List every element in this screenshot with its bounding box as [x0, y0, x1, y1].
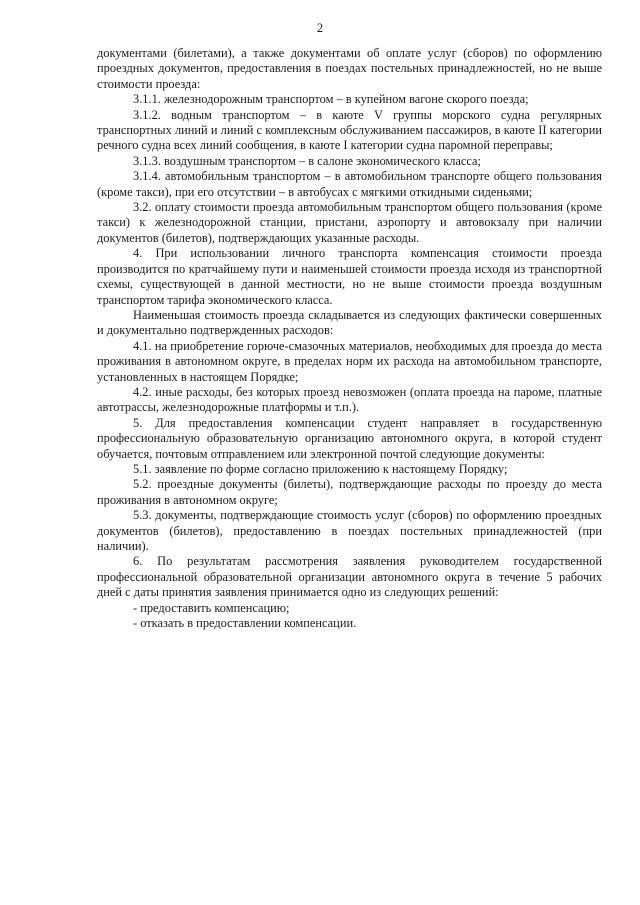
paragraph-3-2: 3.2. оплату стоимости проезда автомобильным транспортом общего пользования (кроме такси) к железнодорожной станции, пристани, аэропорту и автовокзалу при наличии документов (билетов), подтверждающих указанные расходы. [97, 200, 602, 245]
decision-item-grant: - предоставить компенсацию; [133, 600, 290, 615]
paragraph-5: 5. Для предоставления компенсации студент направляет в государственную профессиональную образовательную организацию автономного округа, в которой студент обучается, почтовым отправлением или электронной почтой следующие документы: [97, 415, 602, 461]
paragraph-3-1-2: 3.1.2. водным транспортом – в каюте V группы морского судна регулярных транспортных линий и линий с комплексным обслуживанием пассажиров, в каюте II категории речного судна всех линий сообщения, в каюте I категории судна паромной переправы; [97, 107, 602, 153]
paragraph-5-3: 5.3. документы, подтверждающие стоимость услуг (сборов) по оформлению проездных документов (билетов), предоставлению в поездах постельных принадлежностей (при наличии). [97, 508, 602, 553]
paragraph-4: 4. При использовании личного транспорта компенсация стоимости проезда производится по кратчайшему пути и наименьшей стоимости проезда исходя из транспортной схемы, существующей в данной местности, но не выше стоимости проезда воздушным транспортом тарифа экономического класса. [97, 246, 602, 307]
paragraph-continuation: документами (билетами), а также документами об оплате услуг (сборов) по оформлению проездных документов, предоставления в поездах постельных принадлежностей, но не выше стоимости проезда: [97, 46, 602, 91]
paragraph-4-1: 4.1. на приобретение горюче-смазочных материалов, необходимых для проезда до места проживания в автономном округе, в пределах норм их расхода на автомобильном транспорте, установленных в настоящем Порядке; [97, 338, 602, 384]
paragraph-3-1-1: 3.1.1. железнодорожным транспортом – в купейном вагоне скорого поезда; [133, 92, 529, 107]
paragraph-lowest-cost: Наименьшая стоимость проезда складывается из следующих фактически совершенных и документально подтвержденных расходов: [97, 307, 602, 338]
paragraph-6: 6. По результатам рассмотрения заявления руководителем государственной профессиональной образовательной организации автономного округа в течение 5 рабочих дней с даты принятия заявления принимается одно из следующих решений: [97, 554, 602, 600]
page-number: 2 [316, 21, 324, 35]
decision-item-refuse: - отказать в предоставлении компенсации. [133, 616, 357, 631]
paragraph-3-1-3: 3.1.3. воздушным транспортом – в салоне экономического класса; [133, 153, 482, 168]
document-body [97, 46, 602, 631]
paragraph-4-2: 4.2. иные расходы, без которых проезд невозможен (оплата проезда на пароме, платные автотрассы, железнодорожные платформы и т.п.). [97, 384, 602, 415]
paragraph-5-1: 5.1. заявление по форме согласно приложению к настоящему Порядку; [133, 461, 508, 476]
paragraph-3-1-4: 3.1.4. автомобильным транспортом – в автомобильном транспорте общего пользования (кроме такси), при его отсутствии – в автобусах с мягкими откидными сиденьями; [97, 169, 602, 199]
paragraph-5-2: 5.2. проездные документы (билеты), подтверждающие расходы по проезду до места проживания в автономном округе; [97, 477, 602, 507]
